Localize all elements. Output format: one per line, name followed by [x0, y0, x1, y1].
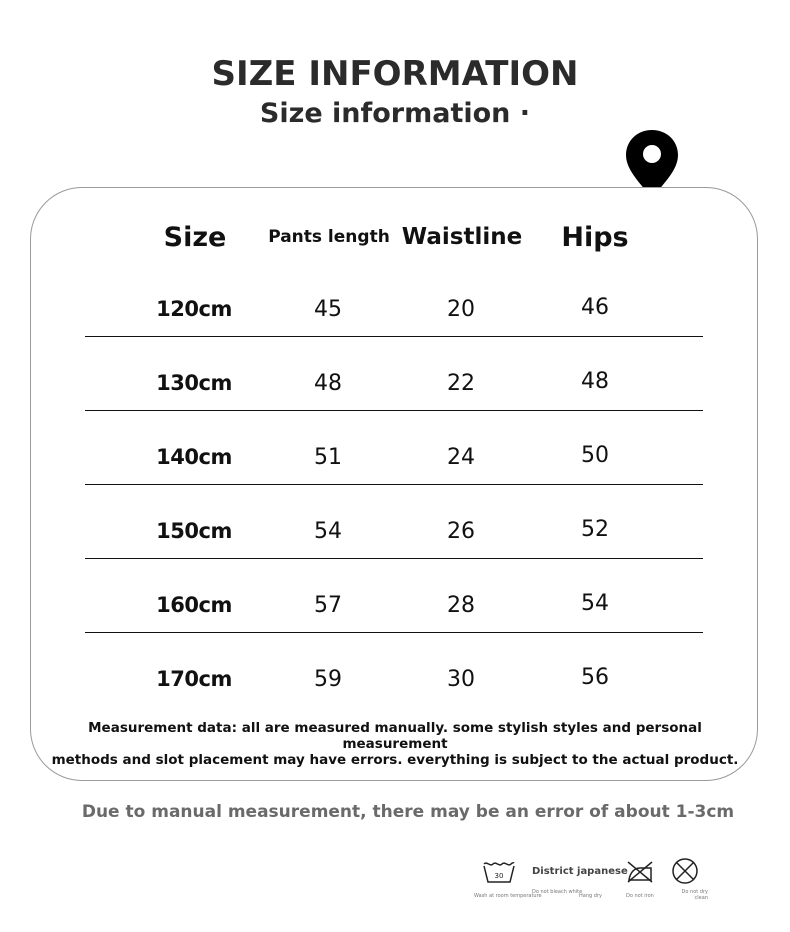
no-iron-icon — [626, 860, 654, 884]
cell-pants-length: 48 — [314, 371, 342, 396]
row-divider — [85, 558, 703, 559]
table-row — [0, 371, 790, 411]
row-divider — [85, 410, 703, 411]
row-divider — [85, 336, 703, 337]
cell-pants-length: 59 — [314, 667, 342, 692]
cell-pants-length: 51 — [314, 445, 342, 470]
measurement-note-line: Measurement data: all are measured manually. some stylish styles and personal measurement — [88, 720, 702, 752]
care-label-hang-dry: Hang dry — [579, 893, 602, 899]
row-divider — [85, 484, 703, 485]
cell-pants-length: 45 — [314, 297, 342, 322]
cell-size: 130cm — [156, 371, 232, 395]
cell-waistline: 30 — [447, 667, 475, 692]
cell-waistline: 20 — [447, 297, 475, 322]
cell-pants-length: 57 — [314, 593, 342, 618]
cell-waistline: 28 — [447, 593, 475, 618]
cell-size: 140cm — [156, 445, 232, 469]
column-header-size: Size — [163, 222, 227, 253]
column-header-hips: Hips — [561, 222, 629, 253]
cell-size: 150cm — [156, 519, 232, 543]
table-row — [0, 667, 790, 707]
table-row — [0, 297, 790, 337]
wash-tub-icon — [482, 860, 516, 884]
cell-hips: 48 — [581, 369, 609, 394]
cell-size: 170cm — [156, 667, 232, 691]
table-row — [0, 445, 790, 485]
no-dry-clean-icon — [671, 857, 699, 885]
cell-hips: 54 — [581, 591, 609, 616]
care-label-no-bleach: Do not bleach white — [532, 889, 583, 895]
measurement-disclaimer: Due to manual measurement, there may be an error of about 1-3cm — [81, 802, 735, 822]
cell-hips: 46 — [581, 295, 609, 320]
cell-size: 120cm — [156, 297, 232, 321]
district-label: District japanese — [532, 866, 628, 877]
care-label-wash: Wash at room temperature — [474, 893, 542, 899]
care-label-no-dry-clean: Do not dry clean — [681, 889, 708, 901]
page-title: SIZE INFORMATION — [211, 54, 579, 94]
table-row — [0, 519, 790, 559]
measurement-note-line: methods and slot placement may have errors. everything is subject to the actual product. — [51, 752, 739, 768]
cell-pants-length: 54 — [314, 519, 342, 544]
cell-size: 160cm — [156, 593, 232, 617]
page-subtitle: Size information · — [259, 98, 531, 129]
cell-waistline: 22 — [447, 371, 475, 396]
cell-waistline: 26 — [447, 519, 475, 544]
cell-hips: 52 — [581, 517, 609, 542]
care-label-no-iron: Do not iron — [626, 893, 654, 899]
cell-hips: 50 — [581, 443, 609, 468]
row-divider — [85, 632, 703, 633]
wash-temperature: 30 — [494, 872, 504, 880]
table-row — [0, 593, 790, 633]
column-header-pants-length: Pants length — [268, 227, 390, 247]
cell-hips: 56 — [581, 665, 609, 690]
cell-waistline: 24 — [447, 445, 475, 470]
measurement-note — [40, 720, 750, 768]
column-header-waistline: Waistline — [401, 224, 523, 250]
